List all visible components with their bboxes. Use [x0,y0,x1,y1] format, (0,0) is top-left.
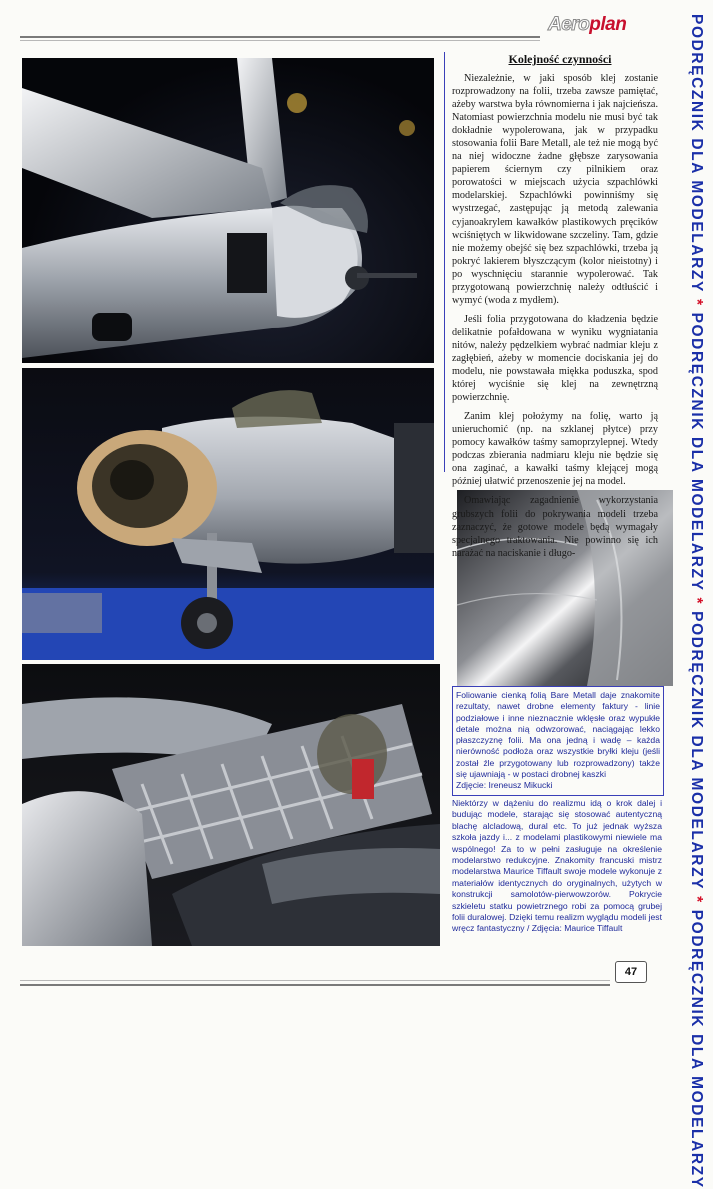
logo-prefix: Aero [548,14,590,35]
caption-models: Niektórzy w dążeniu do realizmu idą o krok dalej i budując modele, starając się stosować autentyczną blachę alcladową, dural etc. To już jednak wyższa szkoła jazdy i... z modelami plastikowymi niewiele ma wspólnego! Za to w pełni zasługuje na określenie modelarstwo redukcyjne. Znakomity francuski mistrz modelarstwa Maurice Tiffault swoje modele wykonuje z materiałów identycznych do oryginalnych, użytych w konstrukcji samolotów-pierwowzorów. Pokrycie szkieletu statku powietrznego robi za pomocą grubej folii duralowej. Dzięki temu realizm wyglądu modeli jest wręcz fantastyczny / Zdjęcia: Maurice Tiffault [452,798,662,934]
skeleton-photo-illustration [22,664,440,946]
banner-label: PODRĘCZNIK DLA MODELARZY [688,312,705,592]
caption-foil [456,690,660,792]
banner-label: PODRĘCZNIK DLA MODELARZY [688,909,705,1189]
footer-rule [20,984,610,986]
article-paragraph: Omawiając zagadnienie wykorzystania grubszych folii do pokrywania modeli trzeba zaznaczyć, że gotowe modele będą wymagały specjalnego traktowania. Nie powinno się ich narażać na naciskanie i długo- [452,495,658,559]
caption-foil-credit: Zdjęcie: Ireneusz Mikucki [456,780,553,791]
page-number: 47 [615,961,647,983]
banner-label: PODRĘCZNIK DLA MODELARZY [688,611,705,891]
photo-fuselage-skeleton [22,664,440,946]
article-paragraph: Jeśli folia przygotowana do kładzenia będzie delikatnie pofałdowana w wyniku wygniatania nitów, należy pędzelkiem wybrać nadmiar kleju z zagłębień, ażeby w momencie dociskania jej do modelu, nie powstawała miękka poduszka, spod której wyciśnie się klej na zewnętrzną powierzchnię. [452,313,658,404]
footer-rule-thin [20,980,610,981]
photo-nose-landing-gear [22,368,434,660]
caption-foil-text: Foliowanie cienką folią Bare Metall daje znakomite rezultaty, nawet drobne elementy faktury - linie podziałowe i inne nieznacznie wklęsłe oraz wypukłe detale można nią odwzorować, naciągając lekko płaszczyznę folii. Ma ona jedną i wadę – każda nierówność podłoża oraz wszystkie bryłki kleju (jeśli został źle przygotowany lub rozprowadzony) także się ujawniają - w postaci drobnej kaszki [456,690,660,780]
banner-label: PODRĘCZNIK DLA MODELARZY [688,14,705,293]
banner-star: * [688,597,705,606]
nose-photo-illustration [22,368,434,660]
header-rule-thin [20,40,540,41]
article-paragraph: Zanim klej położymy na folię, warto ją unieruchomić (np. na szklanej płytce) przy pomocy kawałków taśmy samoprzylepnej. Wtedy podczas zbierania nadmiaru kleju nie będzie się ona zaginać, a kawałki taśmy klejącej mogą później ułatwić przenoszenie jej na model. [452,411,658,488]
article-body [452,72,658,566]
side-banner-text [687,14,705,1189]
tail-photo-illustration [22,58,434,363]
logo-suffix: plan [589,14,627,35]
article-title: Kolejność czynności [508,52,612,66]
header-rule [20,36,540,38]
article-paragraph: Niezależnie, w jaki sposób klej zostanie rozprowadzony na folii, trzeba zawsze pamiętać, ażeby warstwa była równomierna i jak najcieńsza. Natomiast powierzchnia modelu nie musi być tak dokładnie wypolerowana, jak w przypadku stosowania folii Bare Metall, ale też nie mogą być na niej widoczne żadne głębsze zarysowania papierem ściernym czy pilnikiem oraz porowatości w miejscach użycia szpachlówki modelarskiej. Szpachlówki powinniśmy się wystrzegać, zastępując ją metodą zalewania cyjanoakrylem kawałków plastikowych pręcików wciśniętych w likwidowane szczeliny. Tam, gdzie nie możemy obejść się bez szpachlówki, trzeba ją pokryć lakierem błyszczącym (kolor nieistotny) i po wyschnięciu starannie wypolerować. Tak przygotowaną powierzchnię należy odtłuścić i wymyć (woda z mydłem). [452,73,658,306]
magazine-logo [548,14,626,36]
banner-star: * [688,896,705,904]
banner-star: * [688,298,705,307]
photo-tail-gunner [22,58,434,363]
